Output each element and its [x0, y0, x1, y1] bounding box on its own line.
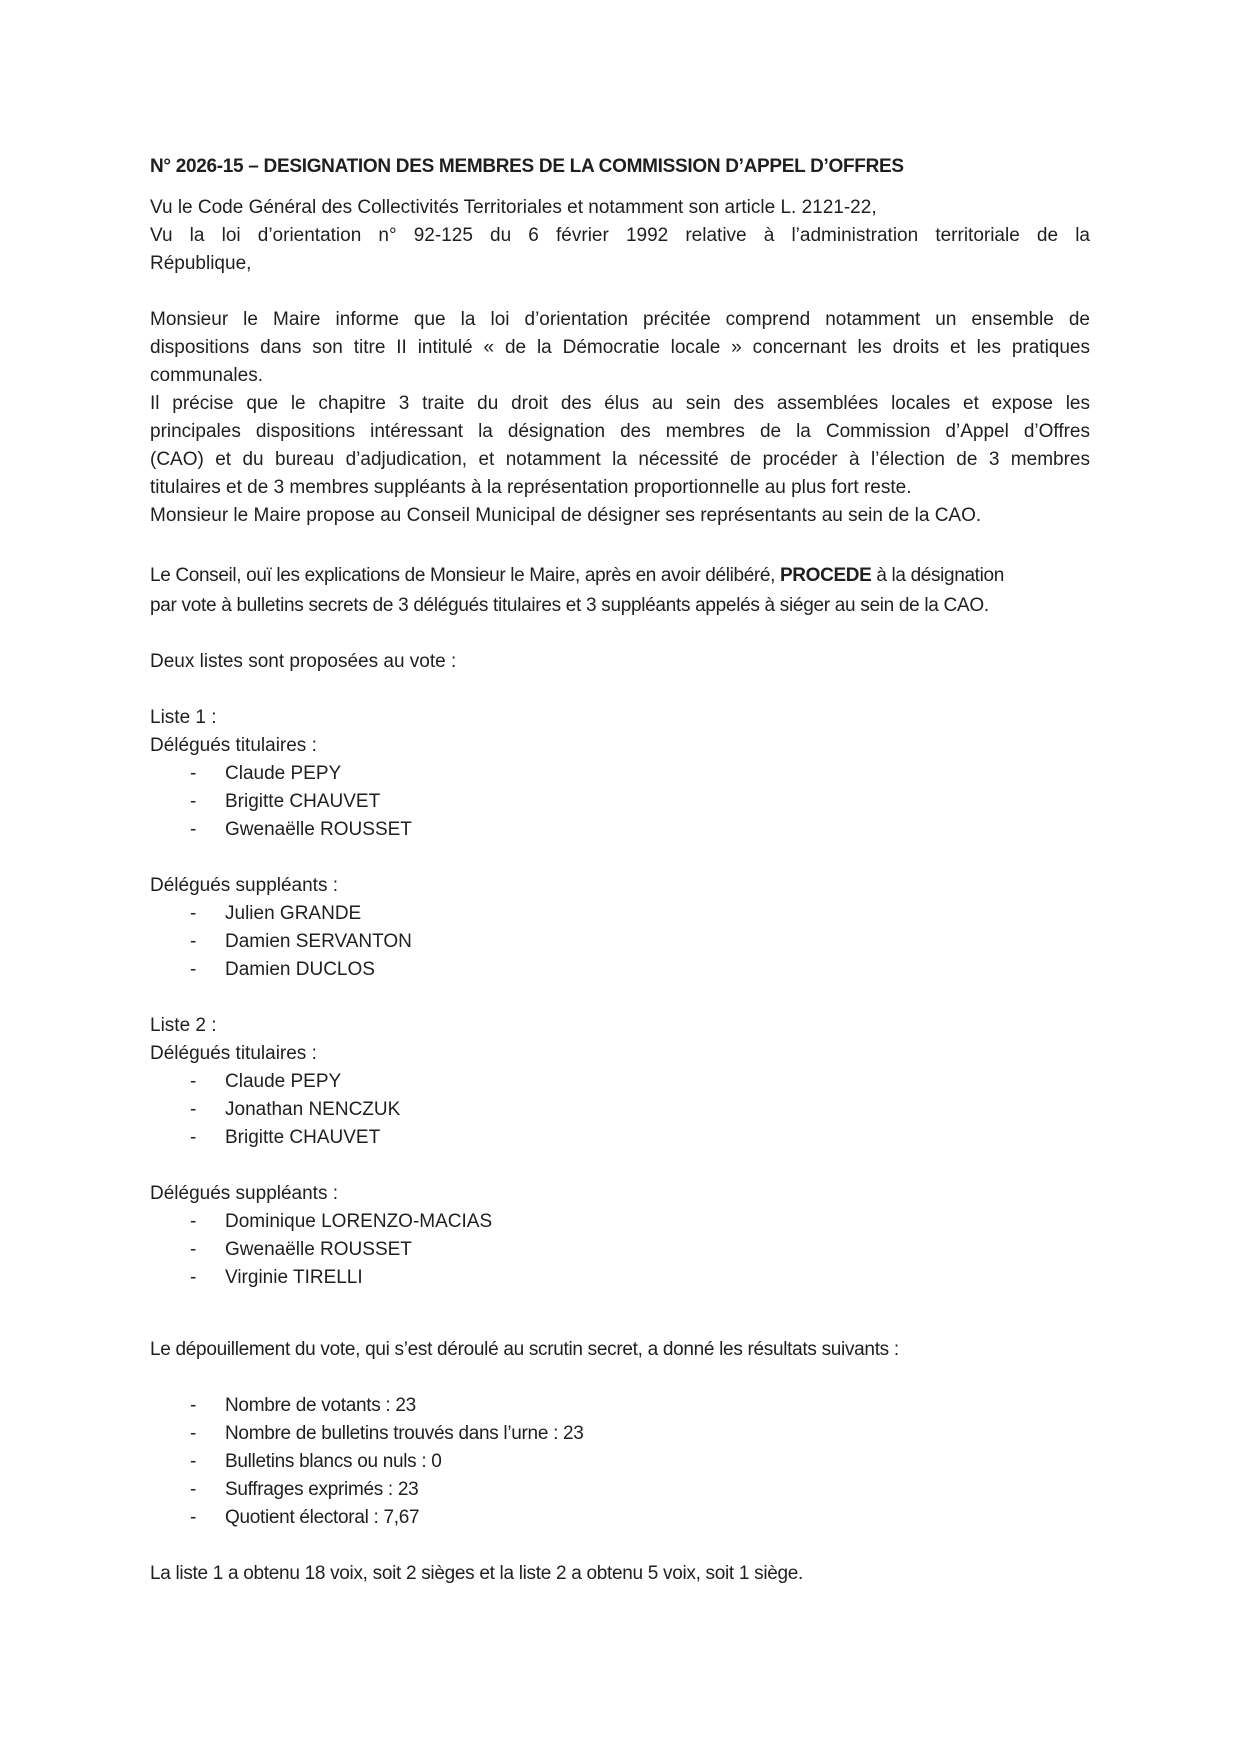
dash-bullet-icon: - [190, 931, 197, 952]
decision-text: Le Conseil, ouï les explications de Monsieur le Maire, après en avoir délibéré, [150, 565, 780, 586]
dash-bullet-icon: - [190, 763, 197, 784]
results-intro: Le dépouillement du vote, qui s’est déroulé au scrutin secret, a donné les résultats suivants : [150, 1339, 899, 1360]
member-name: Virginie TIRELLI [225, 1267, 363, 1288]
result-text: Bulletins blancs ou nuls : 0 [225, 1451, 442, 1472]
visa-cgct: Vu le Code Général des Collectivités Territoriales et notamment son article L. 2121-22, [150, 197, 877, 218]
list1-suppleants-label: Délégués suppléants : [150, 875, 339, 896]
list1-titulaires-label: Délégués titulaires : [150, 735, 317, 756]
deliberation-title: N° 2026-15 – DESIGNATION DES MEMBRES DE LA COMMISSION D’APPEL D’OFFRES [150, 156, 904, 177]
list2-titulaires-label: Délégués titulaires : [150, 1043, 317, 1064]
expose-p2-line1 [150, 390, 1090, 418]
dash-bullet-icon: - [190, 819, 197, 840]
expose-p1-line3: communales. [150, 365, 263, 386]
member-name: Claude PEPY [225, 1071, 342, 1092]
result-text: Suffrages exprimés : 23 [225, 1479, 419, 1500]
dash-bullet-icon: - [190, 1071, 197, 1092]
seat-allocation-conclusion: La liste 1 a obtenu 18 voix, soit 2 sièges et la liste 2 a obtenu 5 voix, soit 1 siège. [150, 1563, 804, 1584]
dash-bullet-icon: - [190, 1239, 197, 1260]
expose-p2-line3 [150, 446, 1090, 474]
dash-bullet-icon: - [190, 791, 197, 812]
expose-p2-line4: titulaires et de 3 membres suppléants à la représentation proportionnelle au plus fort reste. [150, 477, 912, 498]
member-name: Damien SERVANTON [225, 931, 412, 952]
member-name: Damien DUCLOS [225, 959, 375, 980]
dash-bullet-icon: - [190, 1127, 197, 1148]
expose-p1-line2 [150, 334, 1090, 362]
expose-text: principales dispositions intéressant la désignation des membres de la Commission d’Appel d’Offres [150, 421, 1090, 442]
member-name: Jonathan NENCZUK [225, 1099, 401, 1120]
list2-suppleants-label: Délégués suppléants : [150, 1183, 339, 1204]
dash-bullet-icon: - [190, 1423, 197, 1444]
member-name: Brigitte CHAUVET [225, 791, 381, 812]
dash-bullet-icon: - [190, 903, 197, 924]
lists-intro: Deux listes sont proposées au vote : [150, 651, 457, 672]
result-text: Quotient électoral : 7,67 [225, 1507, 420, 1528]
visa-loi-orientation [150, 222, 1090, 250]
dash-bullet-icon: - [190, 1099, 197, 1120]
decision-line2: par vote à bulletins secrets de 3 délégués titulaires et 3 suppléants appelés à siéger au sein de la CAO. [150, 595, 989, 616]
list2-label: Liste 2 : [150, 1015, 217, 1036]
procede-keyword: PROCEDE [779, 565, 872, 586]
visa-loi-orientation-cont: République, [150, 253, 252, 274]
result-text: Nombre de votants : 23 [225, 1395, 416, 1416]
visa-loi-text: Vu la loi d’orientation n° 92-125 du 6 février 1992 relative à l’administration territoriale de la [150, 225, 1090, 246]
decision-text: à la désignation [871, 565, 1004, 586]
expose-text: dispositions dans son titre II intitulé « de la Démocratie locale » concernant les droits et les pratiques [150, 337, 1090, 358]
expose-text: Il précise que le chapitre 3 traite du droit des élus au sein des assemblées locales et expose les [150, 393, 1090, 414]
dash-bullet-icon: - [190, 1211, 197, 1232]
dash-bullet-icon: - [190, 959, 197, 980]
member-name: Dominique LORENZO-MACIAS [225, 1211, 493, 1232]
expose-p1-line1 [150, 306, 1090, 334]
expose-text: Monsieur le Maire informe que la loi d’orientation précitée comprend notamment un ensemble de [150, 309, 1090, 330]
expose-text: (CAO) et du bureau d’adjudication, et notamment la nécessité de procéder à l’élection de 3 membres [150, 449, 1090, 470]
member-name: Claude PEPY [225, 763, 342, 784]
list1-label: Liste 1 : [150, 707, 217, 728]
member-name: Gwenaëlle ROUSSET [225, 819, 412, 840]
dash-bullet-icon: - [190, 1507, 197, 1528]
expose-p2-line2 [150, 418, 1090, 446]
dash-bullet-icon: - [190, 1479, 197, 1500]
member-name: Julien GRANDE [225, 903, 362, 924]
member-name: Brigitte CHAUVET [225, 1127, 381, 1148]
result-text: Nombre de bulletins trouvés dans l’urne : 23 [225, 1423, 584, 1444]
decision-line1 [150, 562, 1004, 590]
dash-bullet-icon: - [190, 1395, 197, 1416]
dash-bullet-icon: - [190, 1451, 197, 1472]
expose-p3-line1: Monsieur le Maire propose au Conseil Municipal de désigner ses représentants au sein de la CAO. [150, 505, 982, 526]
member-name: Gwenaëlle ROUSSET [225, 1239, 412, 1260]
dash-bullet-icon: - [190, 1267, 197, 1288]
